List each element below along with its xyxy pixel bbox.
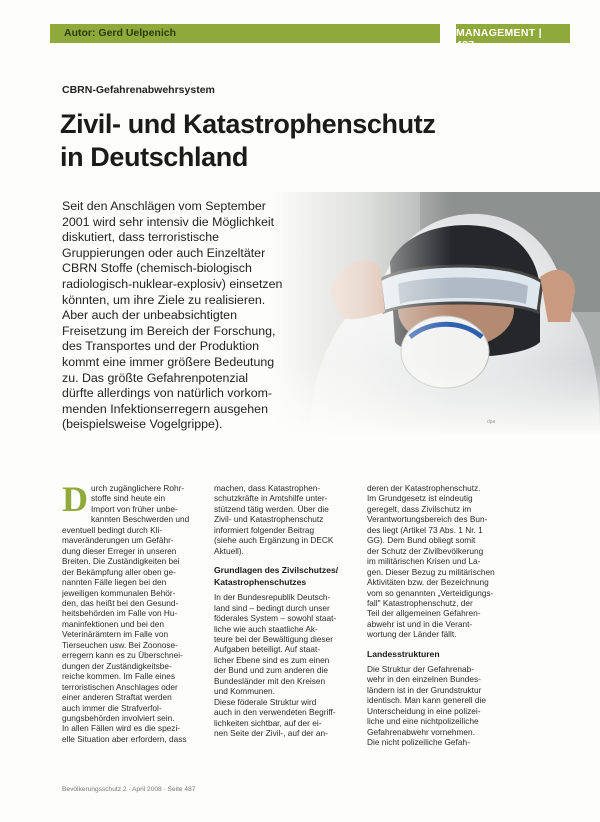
text-line: Verantwortungsbereich des Bun- bbox=[367, 514, 488, 525]
text-line: liche wie auch staatliche Ak- bbox=[214, 623, 318, 634]
text-line: Die Struktur der Gefahrenab- bbox=[367, 663, 474, 674]
column-2-text-a bbox=[214, 483, 354, 556]
text-line: ländern ist in der Grundstruktur bbox=[367, 684, 482, 695]
column-3-text-b bbox=[367, 664, 507, 748]
text-line: maninfektionen und bei den bbox=[62, 618, 164, 629]
text-line: Diese föderale Struktur wird bbox=[214, 696, 317, 707]
text-line: des liegt (Artikel 73 Abs. 1 Nr. 1 bbox=[367, 524, 483, 535]
body-column-2 bbox=[214, 483, 354, 739]
section-label: MANAGEMENT | 487 bbox=[456, 27, 542, 51]
section-bar bbox=[456, 24, 570, 51]
lead-paragraph bbox=[62, 199, 392, 433]
text-line: Im Grundgesetz ist eindeutig bbox=[367, 493, 473, 504]
text-line: Veterinärämtern im Falle von bbox=[62, 629, 169, 640]
text-line: Aktivitäten bzw. der Bezeichnung bbox=[367, 577, 489, 588]
text-line: geregelt, dass Zivilschutz im bbox=[367, 503, 472, 514]
lead-line: 2001 wird sehr intensiv die Möglichkeit bbox=[62, 214, 275, 229]
text-line: Aktuell). bbox=[214, 545, 244, 556]
subheading-grundlagen bbox=[214, 564, 354, 588]
lead-line: CBRN Stoffe (chemisch-biologisch bbox=[62, 261, 252, 276]
text-line: liche und eine nichtpolizeiliche bbox=[367, 716, 479, 727]
text-line: einer anderen Straftat werden bbox=[62, 692, 172, 703]
title-line-2: in Deutschland bbox=[60, 142, 248, 172]
text-line: gen. Dieser Bezug zu militärischen bbox=[367, 566, 495, 577]
text-line: im militärischen Krisen und La- bbox=[367, 556, 481, 567]
text-line: kannten Beschwerden und bbox=[91, 514, 190, 525]
text-line: wehr in den einzelnen Bundes- bbox=[367, 674, 481, 685]
text-line: abwehr ist und in die Verant- bbox=[367, 618, 473, 629]
drop-cap: D bbox=[62, 479, 88, 519]
text-line: jeweiligen kommunalen Behör- bbox=[62, 587, 176, 598]
text-line: licher Ebene sind es zum einen bbox=[214, 654, 330, 665]
text-line: eventuell bedingt durch Kli- bbox=[62, 524, 163, 535]
text-line: In allen Fällen wird es die spezi- bbox=[62, 723, 181, 734]
body-column-1 bbox=[62, 479, 202, 744]
text-line: Gefahrenabwehr vornehmen. bbox=[367, 726, 475, 737]
text-line: elle Situation aber erfordern, dass bbox=[62, 733, 187, 744]
lead-line: könnten, um ihre Ziele zu realisieren. bbox=[62, 292, 266, 307]
text-line: Tierseuchen usw. Bei Zoonose- bbox=[62, 639, 178, 650]
text-line: teure bei der Bewältigung dieser bbox=[214, 633, 333, 644]
text-line: maveränderungen um Gefähr- bbox=[62, 535, 174, 546]
text-line: fall" Katastrophenschutz, der bbox=[367, 597, 473, 608]
text-line: terroristischen Anschlages oder bbox=[62, 681, 178, 692]
text-line: Aufgaben beteiligt. Auf staat- bbox=[214, 644, 321, 655]
title-line-1: Zivil- und Katastrophenschutz bbox=[60, 109, 436, 139]
text-line: vom so genannten „Verteidigungs- bbox=[367, 587, 494, 598]
text-line: machen, dass Katastrophen- bbox=[214, 483, 321, 493]
lead-line: radiologisch-nuklear-explosiv) einsetzen bbox=[62, 276, 283, 291]
text-line: GG). Dem Bund obliegt somit bbox=[367, 535, 476, 546]
author-label: Autor: Gerd Uelpenich bbox=[64, 27, 177, 39]
lead-line: diskutiert, dass terroristische bbox=[62, 230, 220, 245]
text-line: informiert folgender Beitrag bbox=[214, 524, 315, 535]
text-line: reiche kommen. Im Falle eines bbox=[62, 671, 175, 682]
text-line: Import von früher unbe- bbox=[91, 503, 178, 514]
text-line: stoffe sind heute ein bbox=[91, 493, 166, 504]
text-line: heitsbehörden im Falle von Hu- bbox=[62, 608, 178, 619]
lead-line: menden Infektionserregern ausgehen bbox=[62, 401, 268, 416]
text-line: Unterscheidung in eine polizei- bbox=[367, 705, 481, 716]
text-line: der Bekämpfung aller oben ge- bbox=[62, 566, 176, 577]
text-line: Breiten. Die Zuständigkeiten bei bbox=[62, 556, 180, 567]
lead-line: (beispielsweise Vogelgrippe). bbox=[62, 417, 223, 432]
lead-line: des Transportes und der Produktion bbox=[62, 339, 259, 354]
author-bar bbox=[50, 24, 440, 43]
lead-line: Freisetzung im Bereich der Forschung, bbox=[62, 323, 276, 338]
text-line: In der Bundesrepublik Deutsch- bbox=[214, 592, 331, 603]
text-line: deren der Katastrophenschutz. bbox=[367, 483, 481, 493]
subheading-line-1: Grundlagen des Zivilschutzes/ bbox=[214, 565, 339, 576]
text-line: Bundesländer mit den Kreisen bbox=[214, 675, 326, 686]
text-line: nannten Fälle liegen bei den bbox=[62, 577, 167, 588]
subheading-line-2: Katastrophenschutzes bbox=[214, 577, 307, 588]
text-line: (siehe auch Ergänzung in DECK bbox=[214, 535, 334, 546]
text-line: und Kommunen. bbox=[214, 686, 275, 697]
lead-line: kommt eine immer größere Bedeutung bbox=[62, 354, 275, 369]
column-2-text-b bbox=[214, 592, 354, 738]
text-line: erregern kann es zu Überschnei- bbox=[62, 650, 183, 661]
text-line: urch zugänglichere Rohr- bbox=[91, 483, 185, 493]
article-title bbox=[60, 108, 440, 174]
text-line: Teil der allgemeinen Gefahren- bbox=[367, 608, 481, 619]
text-line: dungen der Zuständigkeitsbe- bbox=[62, 660, 172, 671]
subheading-landesstrukturen: Landesstrukturen bbox=[367, 648, 440, 659]
text-line: identisch. Man kann generell die bbox=[367, 695, 486, 706]
text-line: Zivil- und Katastrophenschutz bbox=[214, 514, 324, 525]
text-line: gungsbehörden involviert sein. bbox=[62, 712, 175, 723]
text-line: land sind – bedingt durch unser bbox=[214, 602, 330, 613]
text-line: lichkeiten sichtbar, auf der ei- bbox=[214, 717, 322, 728]
text-line: auch in den verwendeten Begriff- bbox=[214, 707, 336, 718]
text-line: Die nicht polizeiliche Gefah- bbox=[367, 736, 470, 747]
lead-line: Aber auch der unbeabsichtigten bbox=[62, 308, 237, 323]
text-line: wortung der Länder fällt. bbox=[367, 629, 457, 640]
text-line: der Schutz der Zivilbevölkerung bbox=[367, 545, 484, 556]
text-line: auch immer die Strafverfol- bbox=[62, 702, 162, 713]
text-line: nen Seite der Zivil-, auf der an- bbox=[214, 728, 328, 739]
text-line: den, das heißt bei den Gesund- bbox=[62, 597, 179, 608]
text-line: dung dieser Erreger in unseren bbox=[62, 545, 177, 556]
page-footer: Bevölkerungsschutz 2 · April 2008 · Seite 487 bbox=[62, 786, 196, 793]
text-line: schutzkräfte in Amtshilfe unter- bbox=[214, 493, 328, 504]
photo-credit: dpa bbox=[487, 419, 496, 425]
text-line: stützend tätig werden. Über die bbox=[214, 503, 329, 514]
column-1-text bbox=[62, 525, 202, 745]
article-kicker: CBRN-Gefahrenabwehrsystem bbox=[62, 84, 215, 96]
text-line: föderales System – sowohl staat- bbox=[214, 613, 337, 624]
lead-line: Gruppierungen oder auch Einzeltäter bbox=[62, 245, 266, 260]
lead-line: Seit den Anschlägen vom September bbox=[62, 199, 266, 213]
body-column-3 bbox=[367, 483, 507, 747]
text-line: der Bund und zum anderen die bbox=[214, 665, 328, 676]
lead-line: zu. Das größte Gefahrenpotenzial bbox=[62, 370, 248, 385]
lead-line: dürfte allerdings von natürlich vorkom- bbox=[62, 386, 273, 401]
column-3-text-a bbox=[367, 483, 507, 640]
